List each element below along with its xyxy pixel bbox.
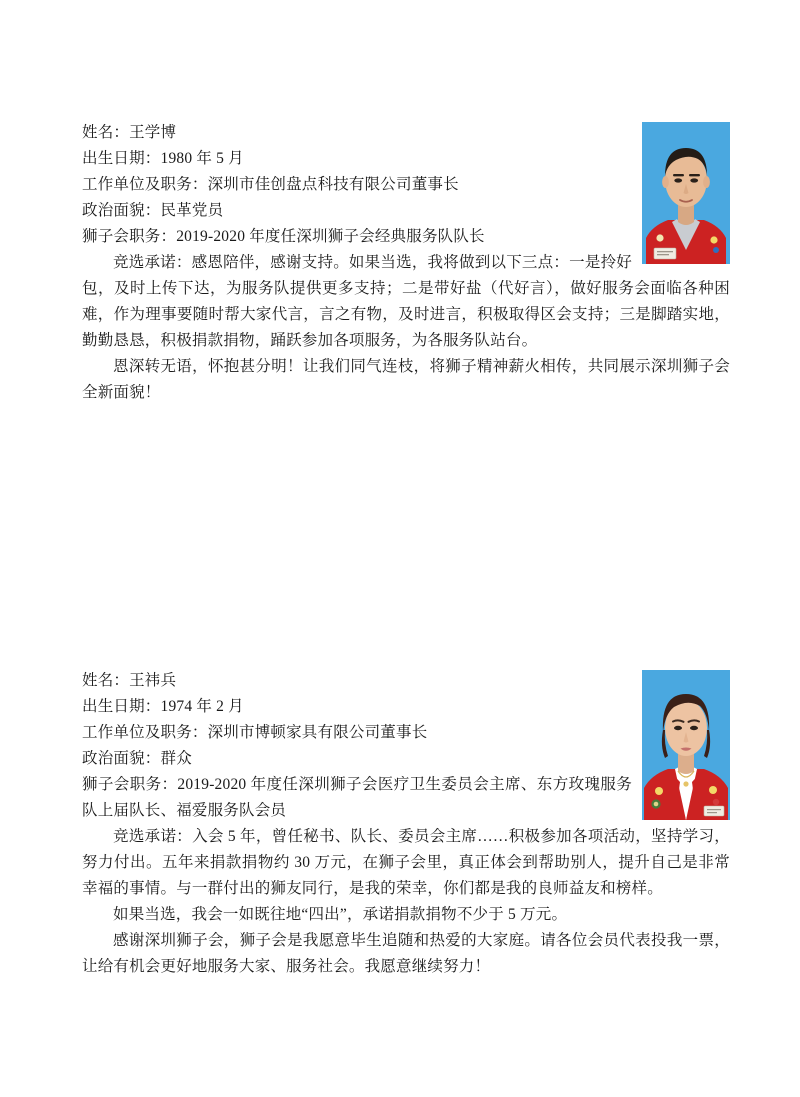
- candidate-entry: [82, 668, 730, 980]
- field-lions-club-role: 狮子会职务：2019-2020 年度任深圳狮子会经典服务队队长: [82, 228, 485, 245]
- closing-paragraph: 恩深转无语，怀抱甚分明！让我们同气连枝，将狮子精神薪火相传，共同展示深圳狮子会全新面貌！: [82, 358, 730, 401]
- field-employer-position: 工作单位及职务：深圳市佳创盘点科技有限公司董事长: [82, 176, 459, 193]
- field-employer-position: 工作单位及职务：深圳市博顿家具有限公司董事长: [82, 724, 428, 741]
- portrait-illustration-male: [642, 122, 730, 264]
- field-political-status: 政治面貌：民革党员: [82, 202, 224, 219]
- field-name: 姓名：王学博: [82, 124, 177, 141]
- candidate-entry: [82, 120, 730, 406]
- field-political-status: 政治面貌：群众: [82, 750, 192, 767]
- candidate-info-fields: [82, 120, 730, 250]
- candidate-portrait-photo: [642, 670, 730, 820]
- donation-commitment-paragraph: 如果当选，我会一如既往地“四出”，承诺捐款捐物不少于 5 万元。: [113, 906, 568, 923]
- field-birth-date: 出生日期：1974 年 2 月: [82, 698, 244, 715]
- candidate-info-fields: [82, 668, 730, 824]
- closing-paragraph: 感谢深圳狮子会，狮子会是我愿意毕生追随和热爱的大家庭。请各位会员代表投我一票，让给有机会更好地服务大家、服务社会。我愿意继续努力！: [82, 932, 730, 975]
- field-lions-club-role: 狮子会职务：2019-2020 年度任深圳狮子会医疗卫生委员会主席、东方玫瑰服务队上届队长、福爱服务队会员: [82, 776, 632, 819]
- campaign-pledge-paragraph: 竞选承诺：感恩陪伴，感谢支持。如果当选，我将做到以下三点：一是拎好包，及时上传下达，为服务队提供更多支持；二是带好盐（代好言），做好服务会面临各种困难，作为理事要随时帮大家代言，言之有物，及时进言，积极取得区会支持；三是脚踏实地，勤勤恳恳，积极捐款捐物，踊跃参加各项服务，为各服务队站台。: [82, 254, 730, 349]
- field-birth-date: 出生日期：1980 年 5 月: [82, 150, 244, 167]
- campaign-pledge-paragraph: 竞选承诺：入会 5 年，曾任秘书、队长、委员会主席……积极参加各项活动，坚持学习，努力付出。五年来捐款捐物约 30 万元，在狮子会里，真正体会到帮助别人，提升自己是非常幸福的事情。与一群付出的狮友同行，是我的荣幸，你们都是我的良师益友和榜样。: [82, 828, 730, 897]
- candidate-portrait-photo: [642, 122, 730, 264]
- portrait-illustration-female: [642, 670, 730, 820]
- field-name: 姓名：王祎兵: [82, 672, 177, 689]
